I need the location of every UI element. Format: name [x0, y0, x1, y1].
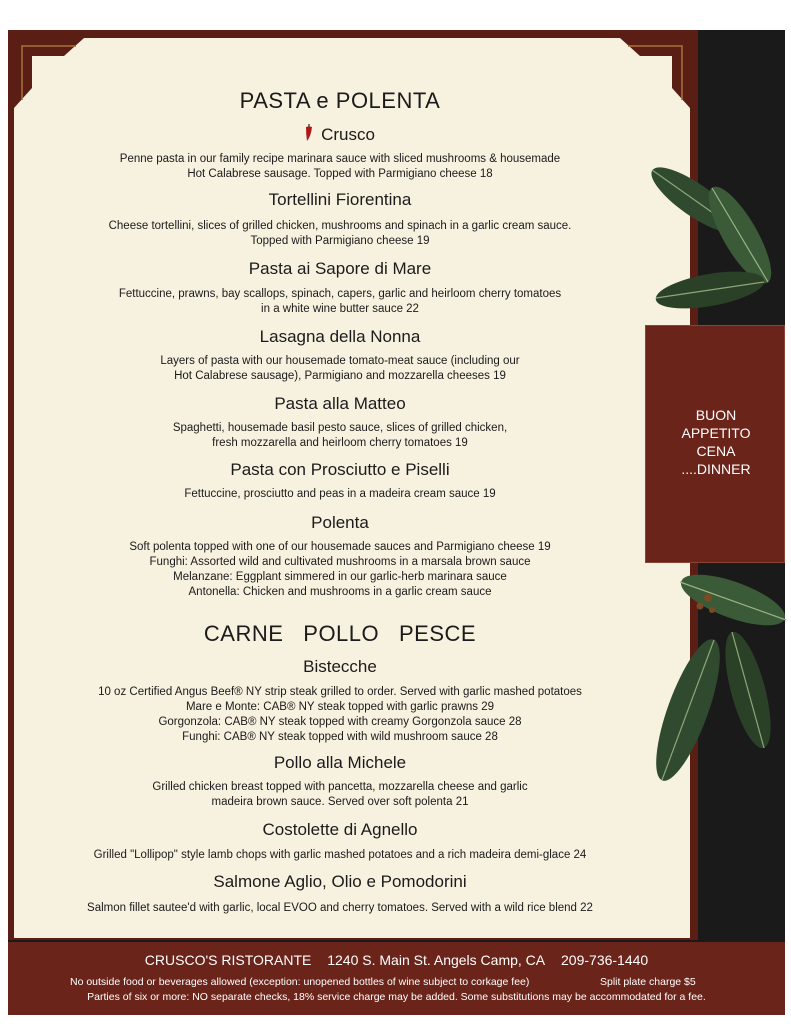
dish-title: Pasta con Prosciutto e Piselli [230, 460, 450, 479]
dish-title: Pollo alla Michele [273, 753, 407, 772]
dish-description [30, 152, 650, 182]
section-title-carne: CARNE POLLO PESCE [203, 621, 477, 646]
dish-description-line: fresh mozzarella and heirloom cherry tomatoes 19 [212, 437, 468, 449]
dish-description-line: Antonella: Chicken and mushrooms in a garlic cream sauce [188, 586, 492, 598]
side-panel-text [646, 406, 786, 478]
footer-contact [8, 952, 785, 968]
dish-description-line: madeira brown sauce. Served over soft polenta 21 [211, 796, 469, 808]
dish-title [60, 124, 620, 147]
dish-description [30, 780, 650, 810]
dish-title: Lasagna della Nonna [259, 327, 421, 346]
footer-policy-outside-food: No outside food or beverages allowed (exception: unopened bottles of wine subject to corkage fee) [70, 976, 530, 988]
restaurant-phone: 209-736-1440 [561, 952, 649, 968]
restaurant-name: CRUSCO'S RISTORANTE [144, 952, 312, 968]
dish-description-line: Gorgonzola: CAB® NY steak topped with creamy Gorgonzola sauce 28 [158, 716, 522, 728]
dish-description-line: Soft polenta topped with one of our housemade sauces and Parmigiano cheese 19 [129, 541, 551, 553]
footer-policy-parties: Parties of six or more: NO separate checks, 18% service charge may be added. Some substitutions may be accommodated for a fee. [87, 991, 706, 1003]
bay-leaves-top-decoration [640, 160, 790, 335]
dish-description [30, 421, 650, 451]
dish-description [30, 685, 650, 745]
dish-description [30, 487, 650, 502]
dish-description-line: in a white wine butter sauce 22 [261, 303, 419, 315]
dish-description-line: Spaghetti, housemade basil pesto sauce, slices of grilled chicken, [172, 422, 508, 434]
dish-description-line: Cheese tortellini, slices of grilled chicken, mushrooms and spinach in a garlic cream sauce. [108, 220, 572, 232]
dish-description-line: Grilled chicken breast topped with pancetta, mozzarella cheese and garlic [152, 781, 528, 793]
dish-title: Polenta [311, 513, 369, 532]
dish-description [30, 287, 650, 317]
dish-description [30, 219, 650, 249]
dish-description-line: 10 oz Certified Angus Beef® NY strip steak grilled to order. Served with garlic mashed potatoes [98, 686, 582, 698]
bay-leaves-bottom-decoration [648, 560, 788, 815]
dish-description-line: Mare e Monte: CAB® NY steak topped with garlic prawns 29 [185, 701, 495, 713]
corner-ornament-top-right [620, 38, 690, 108]
dish-description-line: Melanzane: Eggplant simmered in our garlic-herb marinara sauce [173, 571, 507, 583]
footer [8, 942, 785, 1015]
dish-title: Costolette di Agnello [262, 820, 418, 839]
dish-description-line: Fettuccine, prawns, bay scallops, spinach, capers, garlic and heirloom cherry tomatoes [118, 288, 562, 300]
dish-description-line: Fettuccine, prosciutto and peas in a madeira cream sauce 19 [184, 488, 496, 500]
dish-title: Pasta ai Sapore di Mare [248, 259, 432, 278]
dish-description [30, 540, 650, 600]
dish-description [30, 848, 650, 863]
side-panel-line: APPETITO [681, 425, 751, 441]
dish-description-line: Salmon fillet sautee'd with garlic, local EVOO and cherry tomatoes. Served with a wild rice blend 22 [87, 902, 593, 914]
dish-description-line: Topped with Parmigiano cheese 19 [250, 235, 430, 247]
dish-description [30, 901, 650, 916]
dish-description-line: Hot Calabrese sausage. Topped with Parmigiano cheese 18 [187, 168, 493, 180]
restaurant-address: 1240 S. Main St. Angels Camp, CA [327, 952, 546, 968]
dish-title: Pasta alla Matteo [274, 394, 406, 413]
dish-description-line: Penne pasta in our family recipe marinara sauce with sliced mushrooms & housemade [119, 153, 561, 165]
chili-pepper-icon [305, 124, 313, 147]
dish-description-line: Funghi: CAB® NY steak topped with wild mushroom sauce 28 [182, 731, 498, 743]
dish-title: Tortellini Fiorentina [268, 190, 412, 209]
dish-description-line: Layers of pasta with our housemade tomato-meat sauce (including our [160, 355, 520, 367]
dish-description-line: Funghi: Assorted wild and cultivated mushrooms in a marsala brown sauce [149, 556, 531, 568]
footer-split-plate-charge: Split plate charge $5 [600, 976, 696, 988]
side-panel-line: ....DINNER [681, 461, 751, 477]
side-panel-line: CENA [696, 443, 736, 459]
dish-title: Salmone Aglio, Olio e Pomodorini [213, 872, 467, 891]
dish-name: Crusco [321, 124, 375, 144]
dish-description-line: Grilled "Lollipop" style lamb chops with garlic mashed potatoes and a rich madeira demi-glace 24 [93, 849, 587, 861]
side-panel-line: BUON [695, 407, 737, 423]
dish-description [30, 354, 650, 384]
section-title-pasta: PASTA e POLENTA [239, 88, 441, 113]
side-panel [645, 325, 785, 563]
dish-description-line: Hot Calabrese sausage), Parmigiano and mozzarella cheeses 19 [174, 370, 506, 382]
dish-title: Bistecche [303, 657, 377, 676]
